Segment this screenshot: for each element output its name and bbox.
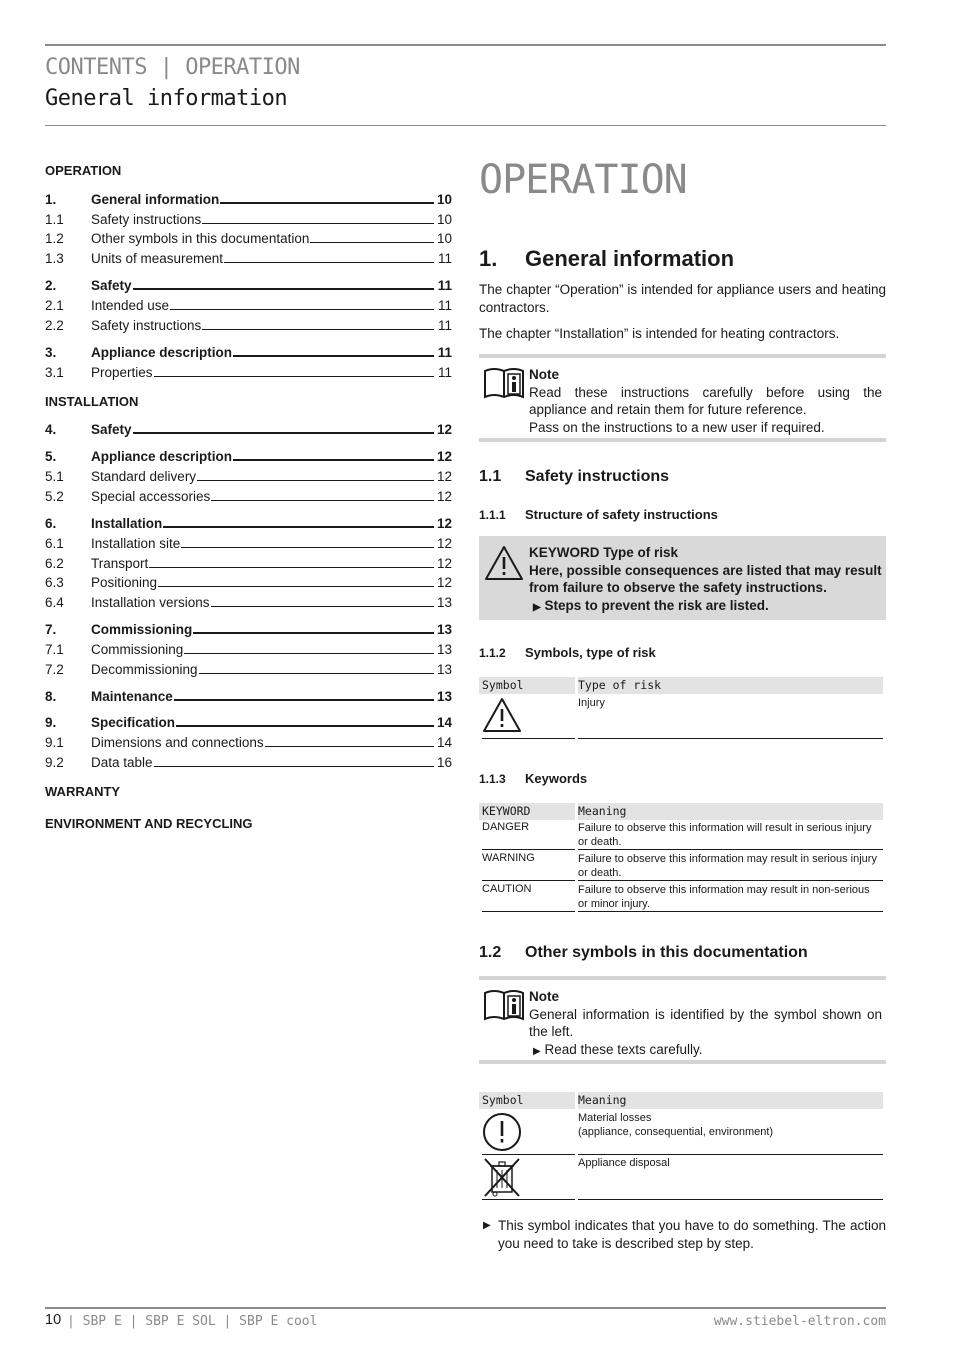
toc-entry-title: Appliance description — [91, 449, 233, 464]
warning-step-text: Steps to prevent the risk are listed. — [544, 597, 769, 613]
toc-leader-line — [163, 525, 434, 528]
toc-entry-title: Other symbols in this documentation — [91, 231, 310, 246]
keyword-cell: CAUTION — [482, 883, 532, 895]
warning-consequence-line: Here, possible consequences are listed that may result from failure to observe the safety instructions. — [529, 562, 882, 595]
toc-entry-number: 3. — [45, 345, 57, 360]
header-bottom-rule — [45, 125, 886, 126]
toc-entry[interactable] — [45, 295, 452, 313]
toc-entry[interactable] — [45, 732, 452, 750]
section-1-2-heading — [479, 944, 808, 962]
toc-entry-number: 7.1 — [45, 642, 64, 657]
footer-models: | SBP E | SBP E SOL | SBP E cool — [67, 1314, 318, 1329]
toc-leader-line — [193, 631, 434, 634]
bullet-triangle-icon: ▶ — [533, 1045, 541, 1057]
toc-entry-title: Intended use — [91, 298, 170, 313]
section-title: General information — [525, 246, 735, 271]
table-header — [479, 803, 883, 820]
toc-entry[interactable] — [45, 446, 452, 464]
toc-entry-number: 1.1 — [45, 212, 64, 227]
toc-entry[interactable] — [45, 619, 452, 637]
toc-leader-line — [233, 458, 434, 461]
section-number: 1. — [479, 246, 498, 271]
toc-entry-page: 14 — [436, 715, 452, 730]
toc-entry[interactable] — [45, 752, 452, 770]
row-divider — [482, 880, 575, 881]
section-number: 1.1.2 — [479, 646, 506, 660]
row-divider — [578, 1154, 883, 1155]
header-title: CONTENTS | OPERATION — [45, 55, 300, 80]
section-number: 1.1.3 — [479, 772, 506, 786]
toc-entry-number: 6.4 — [45, 595, 64, 610]
table-header-cell: Meaning — [578, 1093, 627, 1107]
table-header — [479, 677, 883, 694]
toc-entry[interactable] — [45, 486, 452, 504]
toc-entry-title: Installation — [91, 516, 163, 531]
bullet-triangle-icon: ▶ — [533, 601, 541, 613]
toc-leader-line — [220, 201, 434, 204]
section-title: Symbols, type of risk — [525, 645, 656, 660]
toc-entry-number: 6.2 — [45, 556, 64, 571]
toc-entry-page: 12 — [436, 489, 452, 504]
toc-entry-number: 9.1 — [45, 735, 64, 750]
table-header — [479, 1092, 883, 1109]
toc-entry-number: 9.2 — [45, 755, 64, 770]
toc-entry[interactable] — [45, 315, 452, 333]
toc-environment-heading[interactable]: ENVIRONMENT AND RECYCLING — [45, 816, 253, 831]
exclamation-circle-icon — [482, 1112, 522, 1155]
table-header-cell: Symbol — [482, 678, 524, 692]
warning-step-line — [529, 597, 882, 617]
row-divider — [482, 1154, 575, 1155]
toc-entry[interactable] — [45, 189, 452, 207]
toc-entry[interactable] — [45, 419, 452, 437]
toc-entry-number: 1.2 — [45, 231, 64, 246]
row-divider — [578, 880, 883, 881]
note-text-2: Pass on the instructions to a new user if required. — [529, 419, 825, 435]
note-label: Note — [529, 989, 559, 1004]
toc-entry-page: 11 — [437, 345, 452, 360]
toc-leader-line — [133, 431, 434, 434]
toc-entry[interactable] — [45, 592, 452, 610]
toc-entry-page: 12 — [436, 536, 452, 551]
toc-entry-title: Safety — [91, 278, 132, 293]
table-cell: Material losses (appliance, consequential, environment) — [578, 1112, 774, 1138]
section-1-1-2-heading — [479, 645, 656, 660]
toc-entry-number: 6.3 — [45, 575, 64, 590]
toc-leader-line — [202, 328, 434, 330]
warning-keyword-line: KEYWORD Type of risk — [529, 545, 679, 560]
toc-entry-number: 6. — [45, 516, 57, 531]
row-divider — [482, 738, 575, 739]
footer-rule — [45, 1307, 886, 1309]
row-divider — [578, 1199, 883, 1200]
toc-entry-page: 12 — [436, 516, 452, 531]
row-divider — [482, 1199, 575, 1200]
toc-leader-line — [184, 652, 434, 654]
toc-entry-page: 11 — [437, 278, 452, 293]
toc-entry[interactable] — [45, 639, 452, 657]
toc-entry-page: 13 — [436, 622, 452, 637]
section-title: Other symbols in this documentation — [525, 944, 808, 961]
toc-leader-line — [181, 546, 434, 548]
toc-warranty-heading[interactable]: WARRANTY — [45, 784, 121, 799]
row-divider — [482, 849, 575, 850]
toc-entry-number: 9. — [45, 715, 57, 730]
meaning-cell: Failure to observe this information will result in serious injury or death. — [578, 822, 872, 848]
toc-entry[interactable] — [45, 659, 452, 677]
section-1-1-3-heading — [479, 771, 587, 786]
toc-leader-line — [211, 499, 434, 501]
toc-entry[interactable] — [45, 712, 452, 730]
toc-leader-line — [265, 745, 434, 747]
toc-entry[interactable] — [45, 572, 452, 590]
page-number: 10 — [45, 1312, 62, 1328]
toc-entry[interactable] — [45, 686, 452, 704]
toc-entry-number: 7. — [45, 622, 57, 637]
toc-entry-number: 1.3 — [45, 251, 64, 266]
toc-entry-number: 4. — [45, 422, 57, 437]
note-text: General information is identified by the symbol shown on the left. — [529, 1006, 882, 1039]
section-title: Keywords — [525, 771, 588, 786]
page-title: OPERATION — [479, 157, 687, 203]
table-cell: Appliance disposal — [578, 1157, 670, 1169]
toc-entry-title: Commissioning — [91, 622, 193, 637]
note-step-line — [529, 1041, 882, 1061]
section-1-heading — [479, 246, 734, 272]
toc-entry-number: 7.2 — [45, 662, 64, 677]
section-title: Structure of safety instructions — [525, 507, 718, 522]
toc-entry-page: 10 — [436, 212, 452, 227]
toc-entry-title: Positioning — [91, 575, 158, 590]
toc-entry-number: 2.2 — [45, 318, 64, 333]
note-step-text: Read these texts carefully. — [544, 1041, 703, 1057]
action-bullet-text: This symbol indicates that you have to do something. The action you need to take is described step by step. — [498, 1218, 886, 1251]
toc-entry-page: 12 — [436, 575, 452, 590]
toc-entry[interactable] — [45, 533, 452, 551]
toc-entry-title: Decommissioning — [91, 662, 198, 677]
footer-url[interactable]: www.stiebel-eltron.com — [713, 1314, 886, 1329]
toc-leader-line — [233, 354, 434, 357]
toc-entry-title: Special accessories — [91, 489, 211, 504]
toc-entry-title: Transport — [91, 556, 149, 571]
row-divider — [578, 738, 883, 739]
toc-entry-title: Safety instructions — [91, 318, 202, 333]
row-divider — [482, 911, 575, 912]
toc-leader-line — [174, 698, 434, 701]
toc-entry-number: 5. — [45, 449, 57, 464]
toc-entry-page: 13 — [436, 662, 452, 677]
table-header-cell: Symbol — [482, 1093, 524, 1107]
toc-entry-title: Data table — [91, 755, 153, 770]
toc-entry-number: 2.1 — [45, 298, 64, 313]
toc-leader-line — [202, 222, 434, 224]
toc-entry-page: 11 — [437, 365, 452, 380]
toc-leader-line — [133, 287, 434, 290]
toc-leader-line — [199, 672, 434, 674]
section-1-1-1-heading — [479, 507, 718, 522]
header-subtitle: General information — [45, 86, 288, 111]
toc-entry-number: 5.1 — [45, 469, 64, 484]
toc-entry[interactable] — [45, 342, 452, 360]
toc-entry[interactable] — [45, 275, 452, 293]
row-divider — [578, 911, 883, 912]
meaning-cell: Failure to observe this information may result in non-serious or minor injury. — [578, 884, 870, 910]
keyword-cell: WARNING — [482, 852, 535, 864]
toc-entry-title: Units of measurement — [91, 251, 224, 266]
intro-paragraph-1: The chapter “Operation” is intended for appliance users and heating contractors. — [479, 282, 886, 315]
toc-leader-line — [310, 241, 434, 243]
toc-leader-line — [197, 479, 434, 481]
safety-instruction-example-box — [479, 536, 886, 620]
toc-entry-title: Properties — [91, 365, 153, 380]
crossed-bin-icon — [482, 1156, 522, 1201]
toc-entry-page: 14 — [436, 735, 452, 750]
toc-entry-number: 3.1 — [45, 365, 64, 380]
toc-leader-line — [211, 605, 434, 607]
toc-entry[interactable] — [45, 248, 452, 266]
warning-triangle-icon — [484, 545, 524, 586]
toc-entry-number: 8. — [45, 689, 57, 704]
table-cell: Injury — [578, 697, 605, 709]
toc-entry-page: 13 — [436, 689, 452, 704]
toc-operation-heading: OPERATION — [45, 163, 122, 178]
toc-entry-title: Safety instructions — [91, 212, 202, 227]
toc-entry-title: Installation site — [91, 536, 181, 551]
bullet-triangle-icon: ▶ — [483, 1220, 491, 1231]
toc-entry-number: 2. — [45, 278, 57, 293]
toc-entry-page: 16 — [436, 755, 452, 770]
toc-leader-line — [176, 724, 434, 727]
toc-entry-title: Commissioning — [91, 642, 184, 657]
toc-leader-line — [170, 308, 434, 310]
toc-entry-page: 12 — [436, 422, 452, 437]
toc-entry-title: Maintenance — [91, 689, 173, 704]
note-book-icon — [483, 989, 525, 1028]
toc-entry-number: 6.1 — [45, 536, 64, 551]
section-number: 1.2 — [479, 944, 502, 961]
toc-entry-title: Specification — [91, 715, 176, 730]
section-title: Safety instructions — [525, 468, 670, 485]
toc-entry-page: 12 — [436, 469, 452, 484]
toc-entry-number: 1. — [45, 192, 57, 207]
toc-entry-page: 11 — [437, 318, 452, 333]
toc-entry[interactable] — [45, 553, 452, 571]
toc-entry-page: 12 — [436, 449, 452, 464]
row-divider — [578, 849, 883, 850]
toc-entry-title: Dimensions and connections — [91, 735, 264, 750]
meaning-cell: Failure to observe this information may result in serious injury or death. — [578, 853, 877, 879]
section-number: 1.1.1 — [479, 508, 506, 522]
note-box-2 — [479, 976, 886, 1064]
toc-entry-page: 10 — [436, 192, 452, 207]
toc-entry-page: 12 — [436, 556, 452, 571]
toc-leader-line — [149, 566, 434, 568]
header-top-rule — [45, 44, 886, 46]
table-header-cell: KEYWORD — [482, 804, 531, 818]
intro-paragraph-2: The chapter “Installation” is intended for heating contractors. — [479, 326, 840, 341]
note-box-1 — [479, 354, 886, 442]
toc-entry-page: 11 — [437, 251, 452, 266]
toc-entry-title: General information — [91, 192, 220, 207]
toc-entry[interactable] — [45, 466, 452, 484]
toc-installation-heading: INSTALLATION — [45, 394, 139, 409]
toc-leader-line — [224, 261, 434, 263]
toc-entry[interactable] — [45, 228, 452, 246]
table-header-cell: Type of risk — [578, 678, 662, 692]
toc-entry[interactable] — [45, 209, 452, 227]
section-1-1-heading — [479, 468, 669, 486]
toc-entry-page: 13 — [436, 595, 452, 610]
note-text: Read these instructions carefully before using the appliance and retain them for future reference. — [529, 384, 882, 417]
toc-entry[interactable] — [45, 513, 452, 531]
toc-entry-page: 10 — [436, 231, 452, 246]
toc-entry[interactable] — [45, 362, 452, 380]
toc-entry-title: Safety — [91, 422, 132, 437]
note-book-icon — [483, 367, 525, 406]
toc-entry-number: 5.2 — [45, 489, 64, 504]
toc-leader-line — [154, 765, 434, 767]
keyword-cell: DANGER — [482, 821, 530, 833]
toc-leader-line — [158, 585, 434, 587]
table-header-cell: Meaning — [578, 804, 627, 818]
section-number: 1.1 — [479, 468, 502, 485]
toc-entry-title: Appliance description — [91, 345, 233, 360]
toc-leader-line — [154, 375, 434, 377]
warning-triangle-icon — [482, 697, 522, 736]
note-label: Note — [529, 367, 559, 382]
toc-entry-page: 13 — [436, 642, 452, 657]
toc-entry-page: 11 — [437, 298, 452, 313]
toc-entry-title: Installation versions — [91, 595, 210, 610]
toc-entry-title: Standard delivery — [91, 469, 197, 484]
